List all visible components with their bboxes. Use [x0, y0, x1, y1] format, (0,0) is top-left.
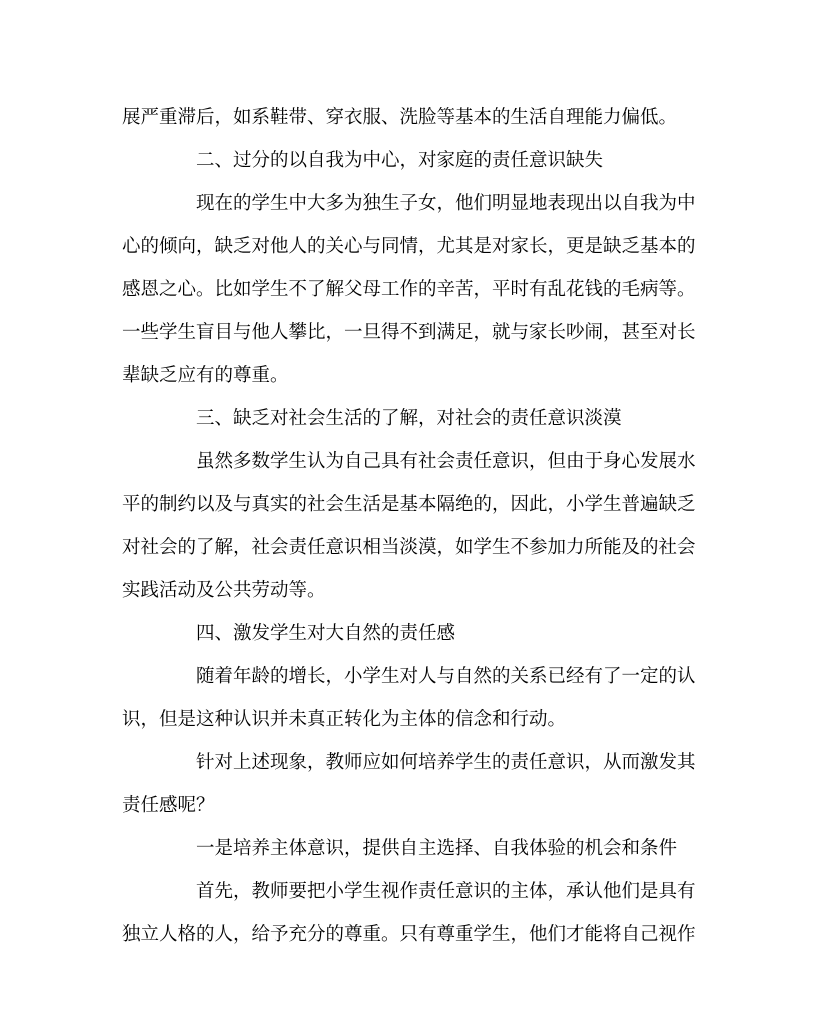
paragraph-line: 实践活动及公共劳动等。: [122, 580, 326, 601]
paragraph-line: 随着年龄的增长，小学生对人与自然的关系已经有了一定的认: [196, 666, 696, 687]
section-heading: 一是培养主体意识，提供自主选择、自我体验的机会和条件: [196, 838, 678, 859]
paragraph-line: 首先，教师要把小学生视作责任意识的主体，承认他们是具有: [196, 881, 696, 902]
paragraph-line: 心的倾向，缺乏对他人的关心与同情，尤其是对家长，更是缺乏基本的: [122, 236, 696, 257]
paragraph-line: 识，但是这种认识并未真正转化为主体的信念和行动。: [122, 709, 567, 730]
paragraph-line: 针对上述现象，教师应如何培养学生的责任意识，从而激发其: [196, 752, 696, 773]
section-heading: 三、缺乏对社会生活的了解，对社会的责任意识淡漠: [196, 408, 622, 429]
paragraph-line: 对社会的了解，社会责任意识相当淡漠，如学生不参加力所能及的社会: [122, 537, 696, 558]
paragraph-line: 责任感呢？: [122, 795, 215, 816]
paragraph-line: 平的制约以及与真实的社会生活是基本隔绝的，因此，小学生普遍缺乏: [122, 494, 696, 515]
paragraph-line: 虽然多数学生认为自己具有社会责任意识，但由于身心发展水: [196, 451, 696, 472]
paragraph-line: 现在的学生中大多为独生子女，他们明显地表现出以自我为中: [196, 193, 696, 214]
paragraph-line: 一些学生盲目与他人攀比，一旦得不到满足，就与家长吵闹，甚至对长: [122, 322, 696, 343]
section-heading: 四、激发学生对大自然的责任感: [196, 623, 456, 644]
paragraph-line: 展严重滞后，如系鞋带、穿衣服、洗脸等基本的生活自理能力偏低。: [122, 107, 678, 128]
paragraph-line: 感恩之心。比如学生不了解父母工作的辛苦，平时有乱花钱的毛病等。: [122, 279, 696, 300]
paragraph-line: 独立人格的人，给予充分的尊重。只有尊重学生，他们才能将自己视作: [122, 924, 696, 945]
paragraph-line: 辈缺乏应有的尊重。: [122, 365, 289, 386]
section-heading: 二、过分的以自我为中心，对家庭的责任意识缺失: [196, 150, 604, 171]
